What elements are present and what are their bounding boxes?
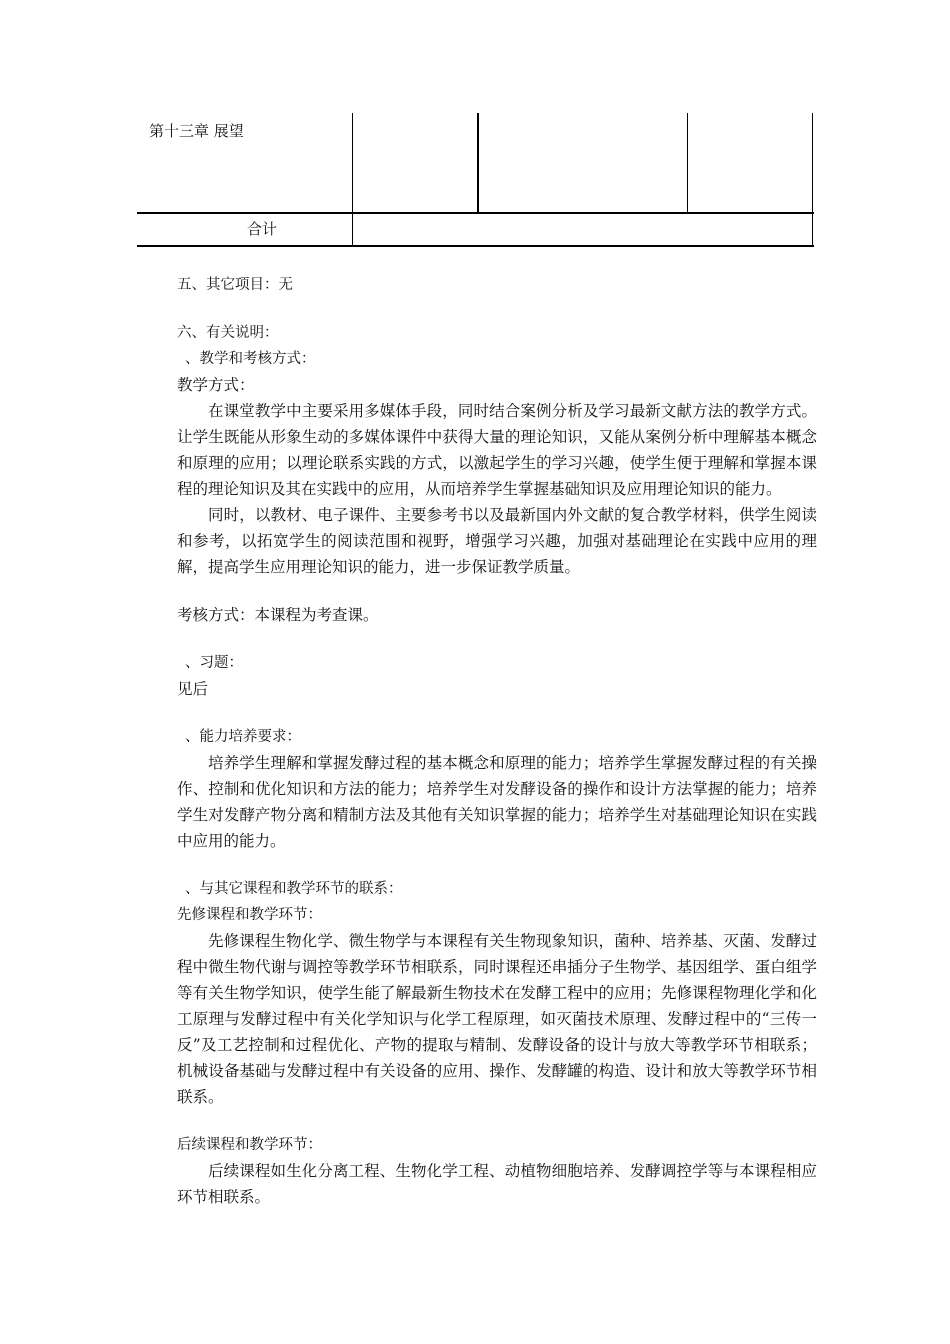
subsection-heading: 、与其它课程和教学环节的联系： [185, 881, 403, 897]
label-text: 后续课程和教学环节： [177, 1137, 322, 1153]
section-heading: 五、其它项目：无 [177, 277, 293, 293]
subsection-heading: 、习题： [185, 655, 243, 671]
table-divider [812, 113, 813, 246]
table-rule [137, 245, 814, 247]
paragraph: 同时，以教材、电子课件、主要参考书以及最新国内外文献的复合教学材料，供学生阅读和参考，以拓宽学生的阅读范围和视野，增强学习兴趣，加强对基础理论在实践中应用的理解，提高学生应用理论知识的能力，进一步保证教学质量。 [177, 506, 817, 576]
paragraph: 在课堂教学中主要采用多媒体手段，同时结合案例分析及学习最新文献方法的教学方式。让学生既能从形象生动的多媒体课件中获得大量的理论知识，又能从案例分析中理解基本概念和原理的应用；以理论联系实践的方式，以激起学生的学习兴趣，使学生便于理解和掌握本课程的理论知识及其在实践中的应用，从而培养学生掌握基础知识及应用理论知识的能力。 [177, 402, 817, 498]
paragraph: 培养学生理解和掌握发酵过程的基本概念和原理的能力；培养学生掌握发酵过程的有关操作、控制和优化知识和方法的能力；培养学生对发酵设备的操作和设计方法掌握的能力；培养学生对发酵产物分离和精制方法及其他有关知识掌握的能力；培养学生对基础理论知识在实践中应用的能力。 [177, 754, 817, 850]
document-body [177, 272, 817, 1210]
table-rule [137, 212, 814, 214]
subsection-heading: 、教学和考核方式： [185, 351, 316, 367]
table-divider [352, 113, 353, 246]
paragraph: 先修课程生物化学、微生物学与本课程有关生物现象知识，菌种、培养基、灭菌、发酵过程中微生物代谢与调控等教学环节相联系，同时课程还串插分子生物学、基因组学、蛋白组学等有关生物学知识，使学生能了解最新生物技术在发酵工程中的应用；先修课程物理化学和化工原理与发酵过程中有关化学知识与化学工程原理，如灭菌技术原理、发酵过程中的“三传一反”及工艺控制和过程优化、产物的提取与精制、发酵设备的设计与放大等教学环节相联系；机械设备基础与发酵过程中有关设备的应用、操作、发酵罐的构造、设计和放大等教学环节相联系。 [177, 932, 817, 1106]
assessment-text: 考核方式：本课程为考查课。 [177, 606, 379, 624]
table-divider [477, 113, 479, 213]
table-divider [687, 113, 688, 213]
subsection-heading: 、能力培养要求： [185, 729, 301, 745]
label-text: 教学方式： [177, 376, 255, 394]
paragraph: 后续课程如生化分离工程、生物化学工程、动植物细胞培养、发酵调控学等与本课程相应环节相联系。 [177, 1162, 817, 1206]
total-label: 合计 [247, 220, 278, 238]
exercises-text: 见后 [177, 680, 209, 698]
chapter-cell: 第十三章 展望 [149, 122, 244, 140]
label-text: 先修课程和教学环节： [177, 907, 322, 923]
section-heading: 六、有关说明： [177, 325, 279, 341]
schedule-table [137, 113, 814, 248]
